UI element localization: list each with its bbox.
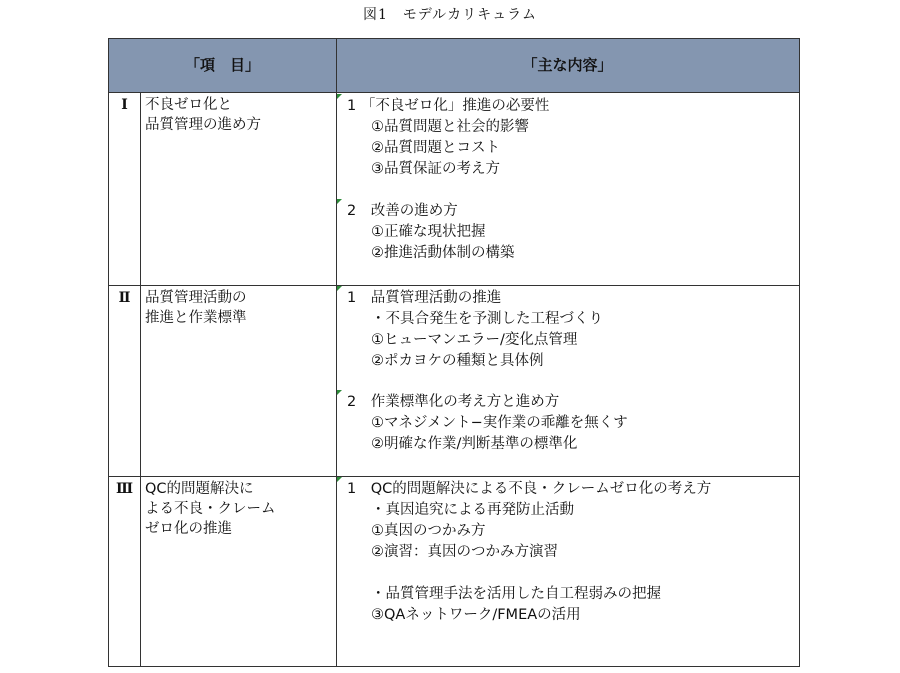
row-divider-2 (109, 476, 799, 477)
content-line: ・真因追究による再発防止活動 (371, 502, 574, 518)
content-line: ②演習：真因のつかみ方演習 (371, 544, 558, 560)
row-numeral: Ⅱ (118, 290, 131, 306)
content-line: ①正確な現状把握 (371, 224, 486, 240)
cell-marker (337, 199, 342, 204)
content-line: ②推進活動体制の構築 (371, 245, 515, 261)
content-line: ②明確な作業/判断基準の標準化 (371, 436, 578, 452)
cell-marker (337, 477, 342, 482)
row-item: 品質管理活動の 推進と作業標準 (145, 290, 247, 326)
content-line: 2 作業標準化の考え方と進め方 (347, 394, 560, 410)
content-line: ①品質問題と社会的影響 (371, 119, 529, 135)
content-line: ・不具合発生を予測した工程づくり (371, 311, 603, 327)
content-line: 1 品質管理活動の推進 (347, 290, 502, 306)
content-line: ②ポカヨケの種類と具体例 (371, 353, 544, 369)
row-item: 不良ゼロ化と 品質管理の進め方 (145, 97, 261, 133)
content-line: ①ヒューマンエラー/変化点管理 (371, 332, 578, 348)
content-line: ①真因のつかみ方 (371, 523, 486, 539)
figure-caption: 図1 モデルカリキュラム (362, 7, 538, 23)
content-line: 1 「不良ゼロ化」推進の必要性 (347, 98, 550, 114)
content-line: 1 QC的問題解決による不良・クレームゼロ化の考え方 (347, 481, 712, 497)
content-line: 2 改善の進め方 (347, 203, 458, 219)
row-numeral: Ⅲ (115, 481, 134, 497)
content-line: ③品質保証の考え方 (371, 161, 500, 177)
content-line: ・品質管理手法を活用した自工程弱みの把握 (371, 586, 661, 602)
row-item: QC的問題解決に よる不良・クレーム ゼロ化の推進 (145, 481, 276, 537)
cell-marker (337, 390, 342, 395)
divider-numeral (140, 93, 141, 666)
cell-marker (337, 94, 342, 99)
cell-marker (337, 286, 342, 291)
row-numeral: Ⅰ (121, 97, 128, 113)
row-divider-1 (109, 285, 799, 286)
content-line: ②品質問題とコスト (371, 140, 500, 156)
curriculum-table (108, 38, 800, 667)
content-line: ①マネジメント−実作業の乖離を無くす (371, 415, 628, 431)
table-header (109, 39, 799, 93)
header-content: 「主な内容」 (522, 56, 613, 74)
divider-content (336, 39, 337, 666)
header-item: 「項 目」 (184, 56, 260, 74)
content-line: ③QAネットワーク/FMEAの活用 (371, 607, 581, 623)
